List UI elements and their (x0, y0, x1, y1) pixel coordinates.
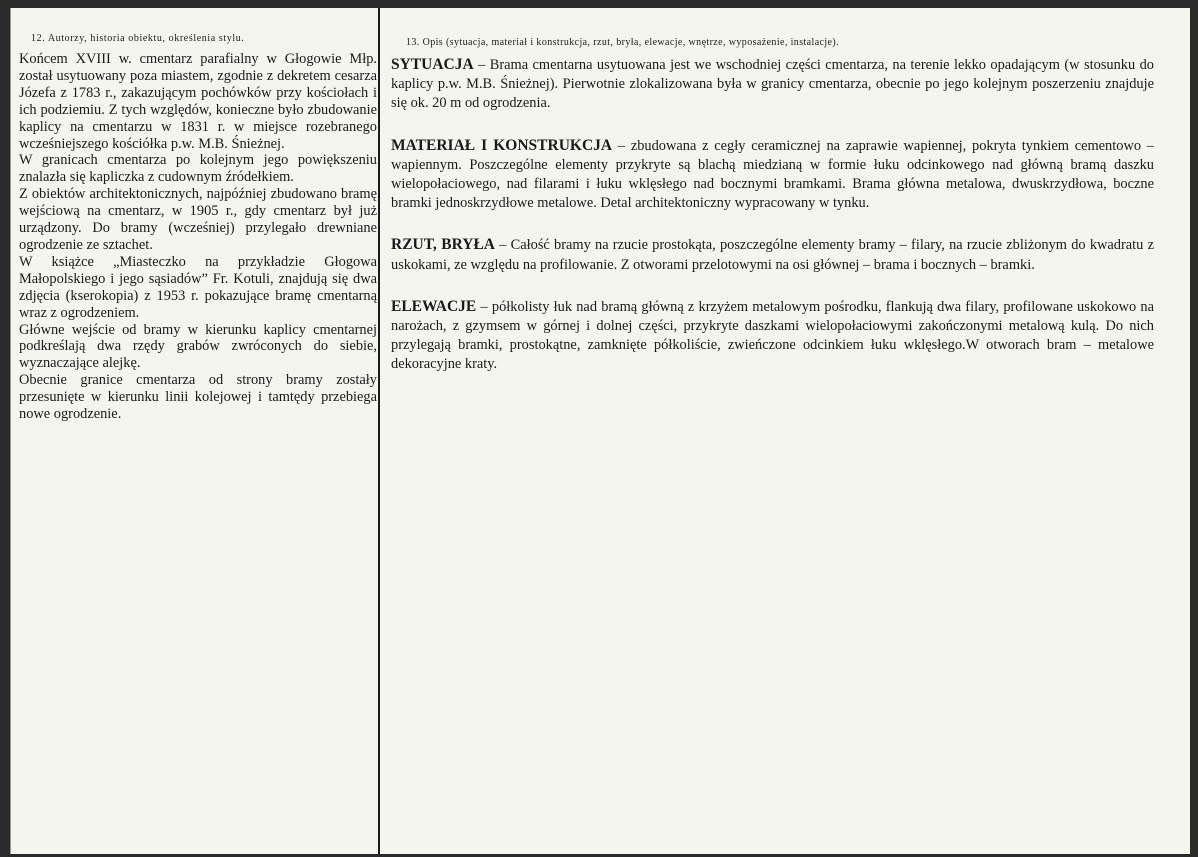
history-paragraph: Główne wejście od bramy w kierunku kaplicy cmentarnej podkreślają dwa rzędy grabów zwróconych do siebie, wyznaczające alejkę. (19, 321, 377, 372)
section-material (391, 136, 1154, 214)
section-sytuacja (391, 55, 1154, 114)
left-column-heading: 12. Autorzy, historia obiektu, określenia stylu. (31, 33, 245, 44)
history-paragraph: W granicach cmentarza po kolejnym jego powiększeniu znalazła się kapliczka z cudownym źródełkiem. (19, 152, 377, 186)
document-sheet (10, 8, 1190, 854)
history-paragraph: Końcem XVIII w. cmentarz parafialny w Głogowie Młp. został usytuowany poza miastem, zgodnie z dekretem cesarza Józefa z 1783 r., zakazującym pochówków przy kościołach i ich podziemiu. Z tych względów, konieczne było zbudowanie kaplicy na cmentarzu w 1831 r. w miejsce rozebranego wcześniejszego kościółka p.w. M.B. Śnieżnej. (19, 51, 377, 152)
section-title: ELEWACJE (391, 297, 477, 315)
section-rzut (391, 235, 1154, 274)
section-text: – zbudowana z cegły ceramicznej na zaprawie wapiennej, pokryta tynkiem cementowo – wapiennym. Poszczególne elementy przykryte są blachą miedzianą w formie łuku odcinkowego nad główną bramą daszku wielopołaciowego, nad filarami i łuku wklęsłego nad bocznymi bramkami. Brama główna metalowa, dwuskrzydłowa, boczne bramki jednoskrzydłowe metalowe. Detal architektoniczny wypracowany w tynku. (391, 137, 1154, 212)
section-text: – Brama cmentarna usytuowana jest we wschodniej części cmentarza, na terenie lekko opadającym (w stosunku do kaplicy p.w. M.B. Śnieżnej). Pierwotnie zlokalizowana była w granicy cmentarza, obecnie po jego kolejnym poszerzeniu znajduje się ok. 20 m od ogrodzenia. (391, 57, 1154, 112)
column-divider (378, 8, 380, 854)
section-text: – półkolisty łuk nad bramą główną z krzyżem metalowym pośrodku, flankują dwa filary, profilowane uskokowo na narożach, z gzymsem w górnej i dolnej części, przykryte daszkami wielopołaciowymi zakończonymi metalową kulą. Do nich przylegają bramki, prostokątne, zamknięte półkoliście, zwieńczone odcinkiem łuku wklęsłego.W otworach bram – metalowe dekoracyjne kraty. (391, 298, 1154, 373)
right-column-heading: 13. Opis (sytuacja, materiał i konstrukcja, rzut, bryła, elewacje, wnętrze, wyposażenie, instalacje). (406, 37, 840, 48)
description-text (391, 55, 1154, 397)
section-elewacje (391, 297, 1154, 375)
history-paragraph: Z obiektów architektonicznych, najpóźniej zbudowano bramę wejściową na cmentarz, w 1905 r., gdy cmentarz był już urządzony. Do bramy (wcześniej) przylegało drewniane ogrodzenie ze sztachet. (19, 186, 377, 253)
section-title: SYTUACJA (391, 56, 474, 73)
history-text (19, 51, 377, 423)
history-paragraph: W książce „Miasteczko na przykładzie Głogowa Małopolskiego i jego sąsiadów” Fr. Kotuli, znajdują się dwa zdjęcia (kserokopia) z 1953 r. pokazujące bramę cmentarną wraz z ogrodzeniem. (19, 253, 377, 321)
history-paragraph: Obecnie granice cmentarza od strony bramy zostały przesunięte w kierunku linii kolejowej i tamtędy przebiega nowe ogrodzenie. (19, 372, 377, 423)
section-title: RZUT, BRYŁA (391, 236, 495, 254)
section-title: MATERIAŁ I KONSTRUKCJA (391, 136, 613, 154)
section-text: – Całość bramy na rzucie prostokąta, poszczególne elementy bramy – filary, na rzucie zbliżonym do kwadratu z uskokami, ze względu na profilowanie. Z otworami przelotowymi na osi głównej – brama i bocznych – bramki. (391, 237, 1154, 273)
